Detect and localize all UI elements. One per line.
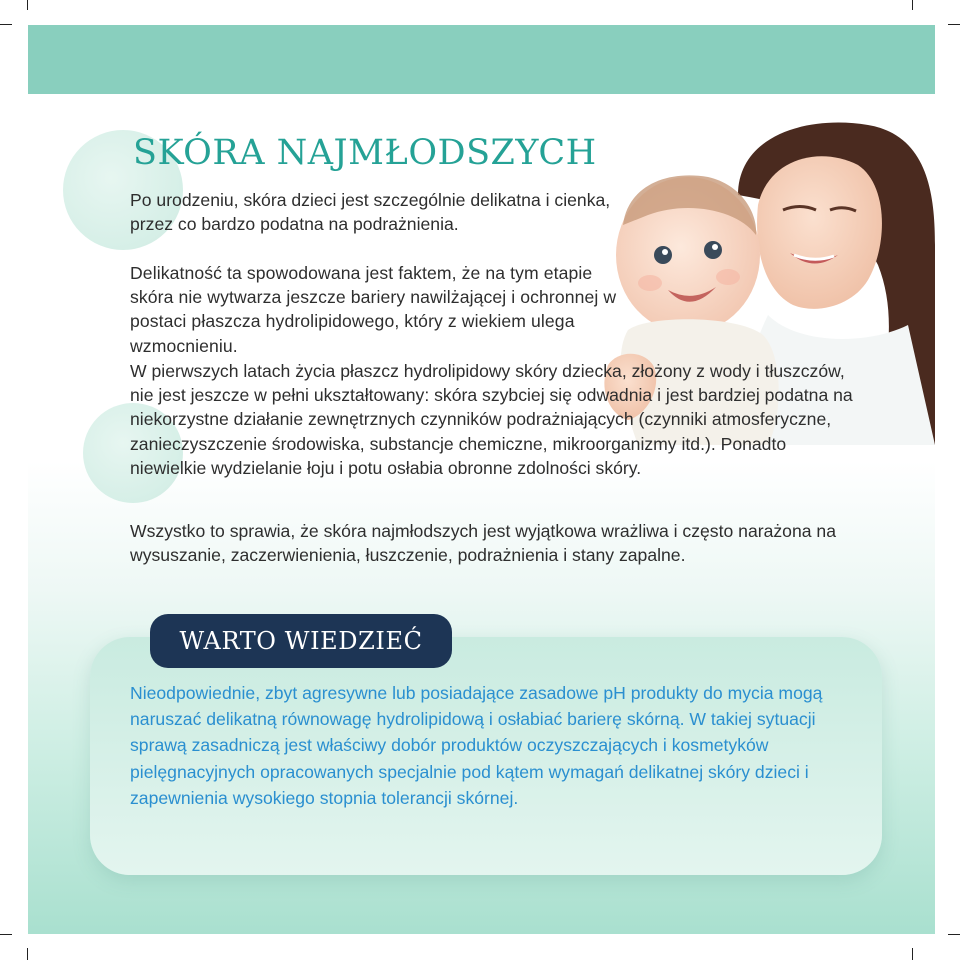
crop-mark [27,948,28,960]
brochure-page [28,25,935,934]
body-paragraph: Delikatność ta spowodowana jest faktem, że na tym etapie skóra nie wytwarza jeszcze bariery nawilżającej i ochronnej w postaci płaszcza hydrolipidowego, który z wiekiem ulega wzmocnieniu. [130,263,617,356]
body-paragraph: W pierwszych latach życia płaszcz hydrolipidowy skóry dziecka, złożony z wody i tłuszczów, nie jest jeszcze w pełni ukształtowany: skóra szybciej się odwadnia i jest bardziej podatna na niekorzystne działanie zewnętrznych czynników podrażniających (czynniki atmosferyczne, zanieczyszczenie środowiska, substancje chemiczne, mikroorganizmy itd.). Ponadto niewielkie wydzielanie łoju i potu osłabia obronne zdolności skóry. [130,361,853,478]
crop-mark [912,0,913,10]
info-badge-label: WARTO WIEDZIEĆ [179,627,423,655]
info-badge [150,614,452,668]
body-paragraph: Wszystko to sprawia, że skóra najmłodszych jest wyjątkowa wrażliwa i często narażona na wysuszanie, zaczerwienienia, łuszczenie, podrażnienia i stany zapalne. [130,521,836,566]
top-band [28,25,935,94]
crop-mark [0,934,12,935]
info-text: Nieodpowiednie, zbyt agresywne lub posiadające zasadowe pH produkty do mycia mogą naruszać delikatną równowagę hydrolipidową i osłabiać barierę skórną. W takiej sytuacji sprawą zasadniczą jest właściwy dobór produktów oczyszczających i kosmetyków pielęgnacyjnych opracowanych specjalnie pod kątem wymagań delikatnej skóry dzieci i zapewnienia wysokiego stopnia tolerancji skórnej. [130,683,823,808]
crop-mark [912,948,913,960]
crop-mark [27,0,28,10]
crop-mark [948,24,960,25]
intro-paragraph: Po urodzeniu, skóra dzieci jest szczególnie delikatna i cienka, przez co bardzo podatna na podrażnienia. [130,190,611,234]
crop-mark [0,24,12,25]
crop-mark [948,934,960,935]
page-title: SKÓRA NAJMŁODSZYCH [133,133,597,173]
